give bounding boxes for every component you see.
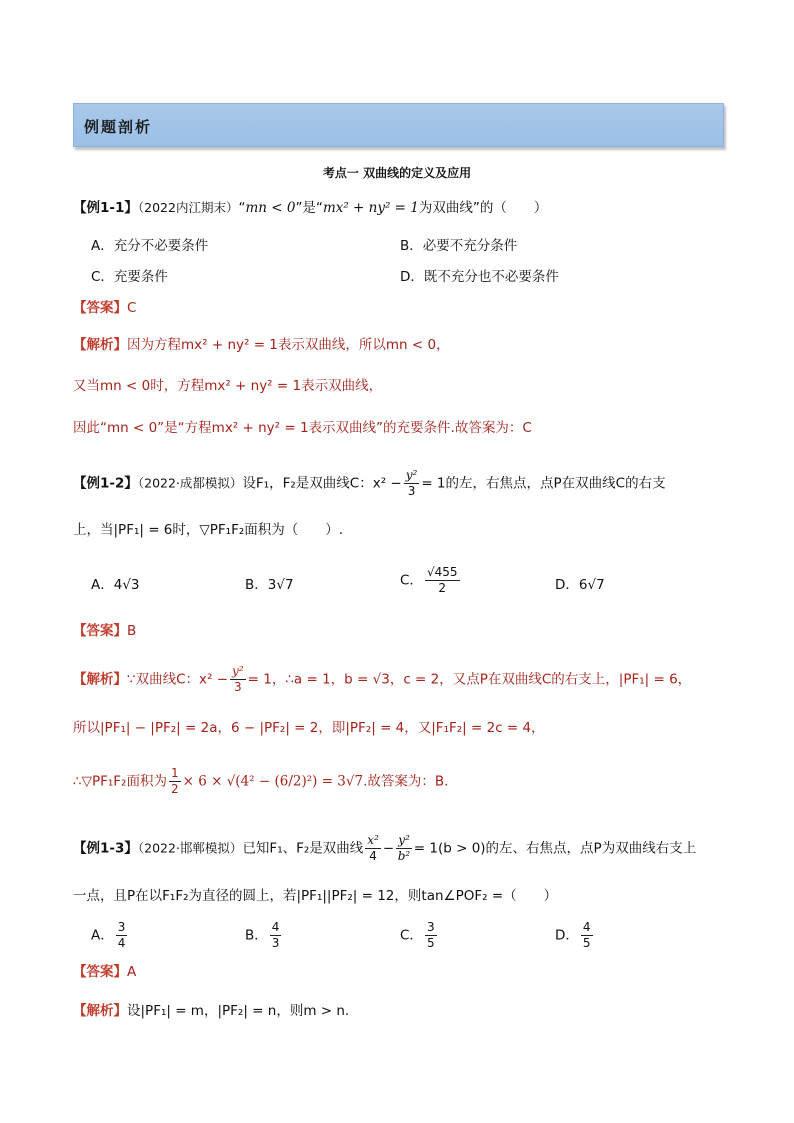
ex1-stem	[73, 198, 547, 218]
ex3-option-b-label: B．	[245, 927, 268, 944]
ex2-stem-line2: 上，当|PF₁| = 6时，▽PF₁F₂面积为（ ）.	[73, 522, 344, 538]
ex1-tag: 【例1-1】	[73, 200, 138, 216]
ex3-stem-line1	[73, 833, 696, 864]
ex3-analysis-text: 设|PF₁| = m，|PF₂| = n，则m > n.	[127, 1003, 350, 1019]
ex2-stem-a: 设F₁，F₂是双曲线C：x² −	[242, 475, 402, 492]
ex1-stem-c: 为双曲线”的（ ）	[418, 200, 548, 216]
ex3-option-c-label: C．	[400, 927, 423, 944]
ex3-option-c	[400, 920, 439, 951]
ex2-a3-num: 1	[170, 766, 179, 780]
ex2-analysis-2: 所以|PF₁| − |PF₂| = 2a，6 − |PF₂| = 2，即|PF₂| = 4，又|F₁F₂| = 2c = 4，	[73, 720, 545, 736]
ex3-option-b-fraction	[270, 920, 282, 951]
ex3-optd-num: 4	[582, 920, 591, 934]
ex1-option-b: B．必要不充分条件	[400, 238, 518, 254]
ex3-fraction-1	[365, 833, 381, 864]
ex2-source: （2022·成都模拟）	[137, 475, 243, 491]
ex2-analysis-fraction	[230, 664, 246, 695]
ex1-analysis-3: 因此“mn < 0”是“方程mx² + ny² = 1表示双曲线”的充要条件.故答案为：C	[73, 420, 532, 436]
ex2-option-a: A．4√3	[91, 577, 140, 593]
ex2-analysis-1-pre: ∵双曲线C：x² −	[127, 671, 229, 688]
ex3-f1-den: 4	[369, 849, 377, 863]
ex3-f2-den: b²	[397, 849, 411, 863]
ex2-option-c-fraction	[425, 565, 460, 596]
ex3-option-d-label: D．	[555, 927, 579, 944]
ex3-analysis	[73, 1001, 349, 1021]
ex1-analysis-text-1: 因为方程mx² + ny² = 1表示双曲线，所以mn < 0，	[127, 337, 450, 353]
ex3-opta-den: 4	[117, 936, 126, 950]
ex1-answer-value: C	[127, 300, 137, 316]
section-title: 考点一 双曲线的定义及应用	[322, 166, 472, 180]
ex1-answer-tag: 【答案】	[73, 300, 127, 316]
ex2-analysis-1-post: = 1，∴a = 1，b = √3，c = 2，又点P在双曲线C的右支上，|PF₁| = 6，	[247, 671, 692, 688]
banner-title: 例题剖析	[84, 118, 153, 136]
ex2-analysis-3-fraction	[169, 766, 181, 797]
ex3-option-a-fraction	[116, 920, 128, 951]
ex2-tag: 【例1-2】	[73, 475, 138, 492]
ex3-option-b	[245, 920, 283, 951]
ex2-analysis-1	[73, 664, 691, 695]
ex2-option-c	[400, 565, 462, 596]
ex1-analysis-tag: 【解析】	[73, 337, 127, 353]
ex1-cond1: mn < 0	[245, 200, 296, 216]
ex1-source: （2022内江期末）	[137, 200, 239, 215]
section-banner	[73, 103, 724, 147]
ex3-stem-b: = 1(b > 0)的左、右焦点，点P为双曲线右支上	[413, 840, 697, 857]
ex3-answer-tag: 【答案】	[73, 964, 127, 980]
ex3-optc-den: 5	[426, 936, 435, 950]
ex3-opta-num: 3	[117, 920, 126, 934]
ex3-option-a-label: A．	[91, 927, 114, 944]
ex2-stem-b: = 1的左，右焦点，点P在双曲线C的右支	[421, 475, 666, 492]
ex2-optc-den: 2	[438, 581, 447, 595]
ex3-option-a	[91, 920, 129, 951]
ex3-fraction-2	[396, 833, 412, 864]
ex2-a3-den: 2	[170, 782, 179, 796]
ex2-option-b: B．3√7	[245, 577, 294, 593]
ex2-analysis-3	[73, 766, 448, 797]
ex2-analysis-3-pre: ∴▽PF₁F₂面积为	[73, 773, 167, 790]
ex2-analysis-3-post: .故答案为：B.	[363, 773, 449, 790]
ex1-stem-a: “	[238, 200, 246, 216]
ex3-option-d-fraction	[581, 920, 593, 951]
ex3-optc-num: 3	[426, 920, 435, 934]
ex2-option-c-label: C．	[400, 572, 423, 589]
ex2-answer-tag: 【答案】	[73, 623, 127, 639]
ex2-answer	[73, 621, 136, 641]
ex2-stem-line1	[73, 468, 666, 499]
ex2-frac-den: 3	[407, 484, 416, 498]
ex1-stem-b: ”是“	[295, 200, 323, 216]
ex1-option-a: A．充分不必要条件	[91, 238, 209, 254]
ex1-cond2: mx² + ny² = 1	[322, 200, 419, 216]
ex2-analysis-3-expression: × 6 × √(4² − (6/2)²) = 3√7	[182, 773, 364, 790]
ex2-analysis-tag: 【解析】	[73, 671, 127, 688]
ex2-a1-num: y²	[232, 664, 244, 678]
ex3-answer	[73, 962, 136, 982]
ex2-answer-value: B	[127, 623, 137, 639]
ex1-option-d: D．既不充分也不必要条件	[400, 269, 559, 285]
ex3-f1-num: x²	[367, 833, 379, 847]
ex3-minus: −	[382, 840, 395, 857]
ex2-frac-num: y²	[405, 468, 418, 482]
ex3-optb-num: 4	[271, 920, 280, 934]
ex1-analysis-2: 又当mn < 0时，方程mx² + ny² = 1表示双曲线，	[73, 378, 383, 394]
ex1-answer	[73, 298, 136, 318]
ex3-optd-den: 5	[582, 936, 591, 950]
ex3-f2-num: y²	[398, 833, 410, 847]
ex3-optb-den: 3	[271, 936, 280, 950]
ex2-a1-den: 3	[234, 680, 242, 694]
ex3-stem-line2: 一点，且P在以F₁F₂为直径的圆上，若|PF₁||PF₂| = 12，则tan∠POF₂ =（ ）	[73, 888, 558, 904]
ex3-stem-a: 已知F₁、F₂是双曲线	[242, 840, 364, 857]
ex2-fraction	[404, 468, 420, 499]
ex3-source: （2022·邯郸模拟）	[137, 840, 243, 856]
ex3-option-d	[555, 920, 595, 951]
ex2-optc-num: √455	[426, 565, 458, 579]
ex2-option-d: D．6√7	[555, 577, 605, 593]
ex1-option-c: C．充要条件	[91, 269, 168, 285]
ex3-tag: 【例1-3】	[73, 840, 138, 857]
ex3-analysis-tag: 【解析】	[73, 1003, 127, 1019]
ex3-answer-value: A	[127, 964, 137, 980]
ex3-option-c-fraction	[425, 920, 437, 951]
ex1-analysis-1	[73, 335, 450, 355]
